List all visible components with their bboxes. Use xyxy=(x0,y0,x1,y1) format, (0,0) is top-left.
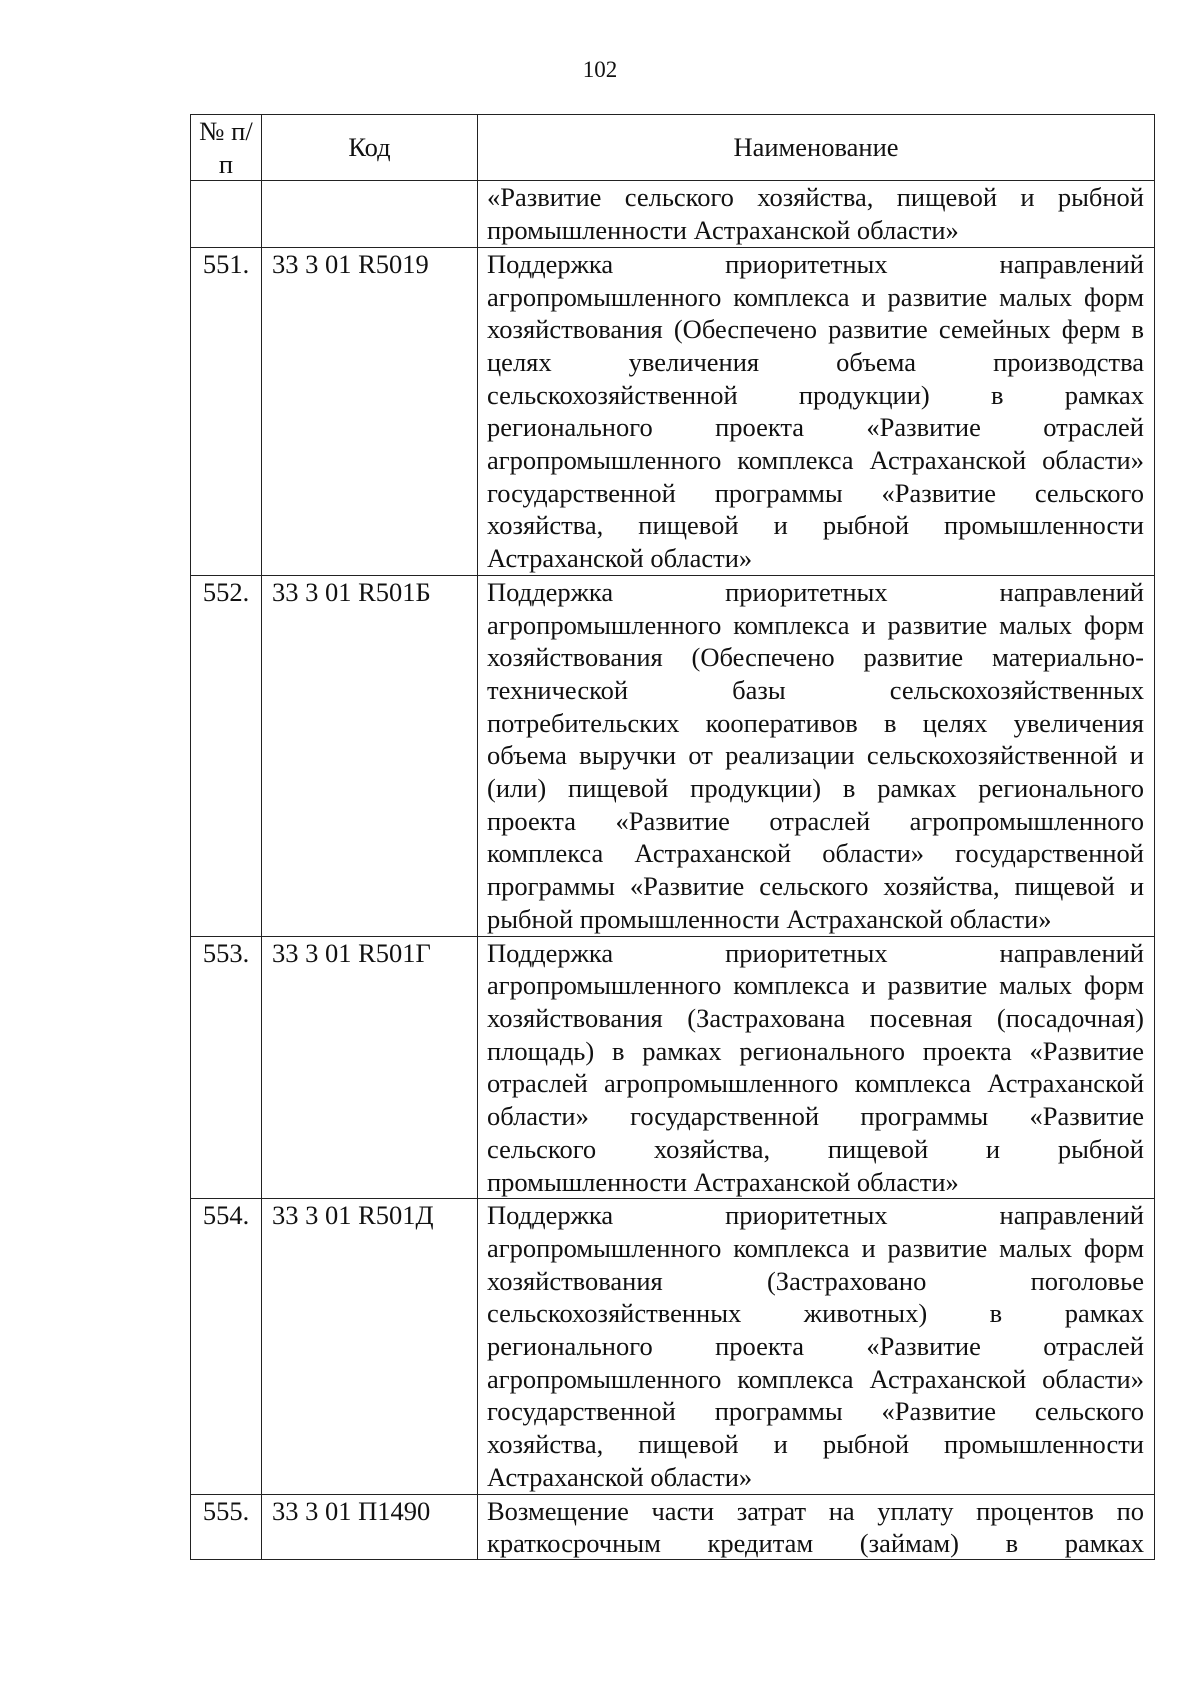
table-row xyxy=(191,936,1155,1199)
table-header xyxy=(191,115,1155,181)
table-row xyxy=(191,247,1155,575)
row-name: Поддержка приоритетных направлений агропромышленного комплекса и развитие малых форм хозяйствования (Обеспечено развитие семейных ферм в целях увеличения объема производства сельскохозяйственной продукции) в рамках регионального проекта «Развитие отраслей агропромышленного комплекса Астраханской области» государственной программы «Развитие сельского хозяйства, пищевой и рыбной промышленности Астраханской области» xyxy=(478,247,1155,575)
table-row xyxy=(191,1494,1155,1559)
row-name: Поддержка приоритетных направлений агропромышленного комплекса и развитие малых форм хозяйствования (Застраховано поголовье сельскохозяйственных животных) в рамках регионального проекта «Развитие отраслей агропромышленного комплекса Астраханской области» государственной программы «Развитие сельского хозяйства, пищевой и рыбной промышленности Астраханской области» xyxy=(478,1199,1155,1494)
page-number: 102 xyxy=(582,57,618,82)
table-row xyxy=(191,575,1155,936)
row-code: 33 3 01 R501Б xyxy=(262,575,478,936)
row-name: Поддержка приоритетных направлений агропромышленного комплекса и развитие малых форм хозяйствования (Застрахована посевная (посадочная) площадь) в рамках регионального проекта «Развитие отраслей агропромышленного комплекса Астраханской области» государственной программы «Развитие сельского хозяйства, пищевой и рыбной промышленности Астраханской области» xyxy=(478,936,1155,1199)
header-code: Код xyxy=(262,115,478,181)
row-code: 33 3 01 П1490 xyxy=(262,1494,478,1559)
row-name-text: Возмещение части затрат на уплату процентов по краткосрочным кредитам (займам) в рамках xyxy=(487,1495,1144,1559)
row-number: 552. xyxy=(191,575,262,936)
header-row xyxy=(191,115,1155,181)
row-number: 554. xyxy=(191,1199,262,1494)
row-number: 555. xyxy=(191,1494,262,1559)
header-name: Наименование xyxy=(478,115,1155,181)
budget-code-table xyxy=(190,114,1155,1560)
table-row xyxy=(191,1199,1155,1494)
row-code xyxy=(262,181,478,247)
row-number: 553. xyxy=(191,936,262,1199)
header-number: № п/п xyxy=(191,115,262,181)
row-name xyxy=(478,1494,1155,1559)
table-row xyxy=(191,181,1155,247)
row-code: 33 3 01 R501Г xyxy=(262,936,478,1199)
row-name: «Развитие сельского хозяйства, пищевой и рыбной промышленности Астраханской области» xyxy=(478,181,1155,247)
row-code: 33 3 01 R5019 xyxy=(262,247,478,575)
row-code: 33 3 01 R501Д xyxy=(262,1199,478,1494)
row-number: 551. xyxy=(191,247,262,575)
row-number xyxy=(191,181,262,247)
row-name: Поддержка приоритетных направлений агропромышленного комплекса и развитие малых форм хозяйствования (Обеспечено развитие материально-технической базы сельскохозяйственных потребительских кооперативов в целях увеличения объема выручки от реализации сельскохозяйственной и (или) пищевой продукции) в рамках регионального проекта «Развитие отраслей агропромышленного комплекса Астраханской области» государственной программы «Развитие сельского хозяйства, пищевой и рыбной промышленности Астраханской области» xyxy=(478,575,1155,936)
